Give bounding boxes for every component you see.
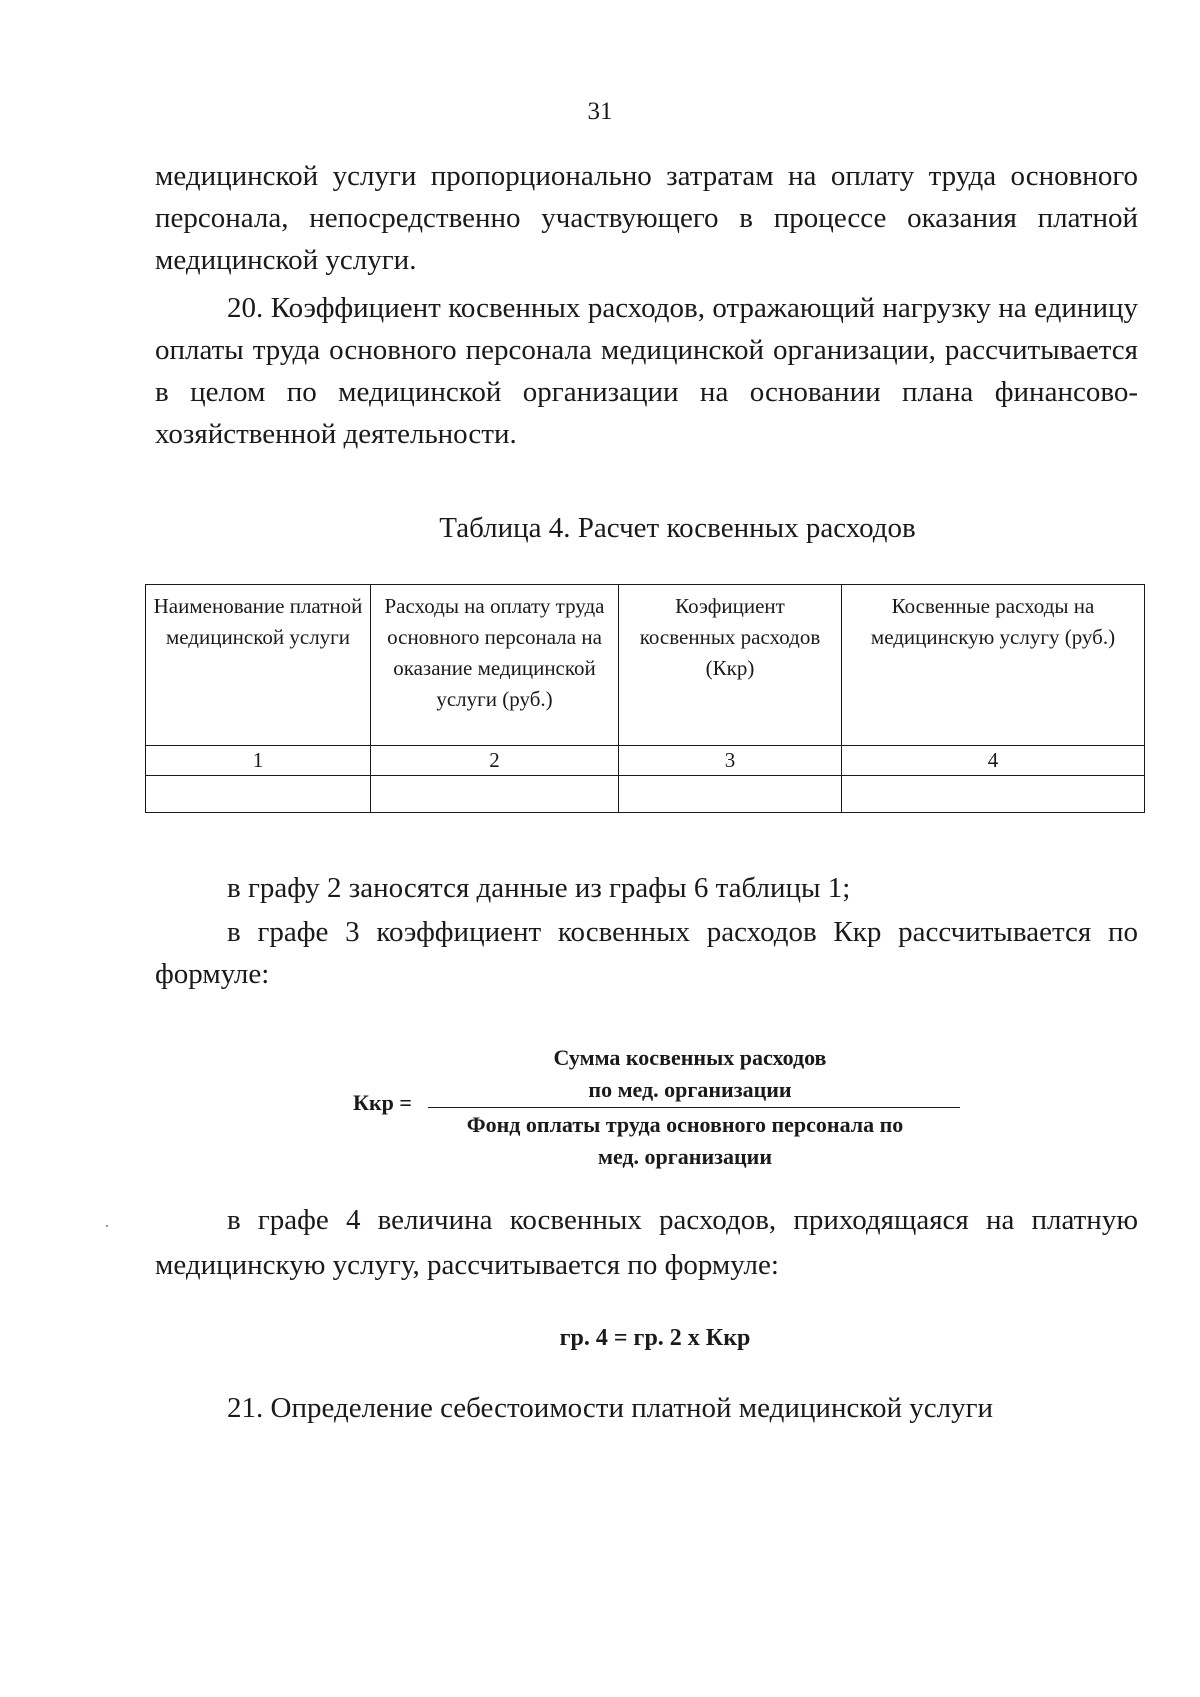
- header-kkr-coefficient: Коэфициент косвенных расходов (Ккр): [619, 585, 842, 746]
- formula-denominator-line: мед. организации: [597, 1144, 773, 1169]
- table-empty-row: [146, 776, 1145, 813]
- paragraph-item-20: 20. Коэффициент косвенных расходов, отражающий нагрузку на единицу оплаты труда основного персонала медицинской организации, рассчитывается в целом по медицинской организации на основании плана финансово-хозяйственной деятельности.: [155, 292, 1138, 450]
- formula-numerator-line: по мед. организации: [588, 1077, 792, 1102]
- formula-kkr-lhs: Ккр =: [353, 1090, 412, 1115]
- formula-denominator-line: Фонд оплаты труда основного персонала по: [466, 1112, 904, 1137]
- paragraph-continuation: медицинской услуги пропорционально затратам на оплату труда основного персонала, непосредственно участвующего в процессе оказания платной медицинской услуги.: [155, 160, 1138, 276]
- header-service-name: Наименование платной медицинской услуги: [146, 585, 371, 746]
- note-column-4: в графе 4 величина косвенных расходов, приходящаяся на платную медицинскую услугу, рассчитывается по формуле:: [155, 1204, 1138, 1281]
- indirect-costs-table: [145, 584, 1145, 813]
- formula-kkr-denominator: [415, 1109, 955, 1173]
- table-cell: [371, 776, 619, 813]
- column-number: 3: [619, 746, 842, 776]
- table-cell: [842, 776, 1145, 813]
- table-column-numbers-row: [146, 746, 1145, 776]
- table-cell: [146, 776, 371, 813]
- formula-kkr: [340, 1042, 960, 1172]
- column-number: 4: [842, 746, 1145, 776]
- header-labor-costs: Расходы на оплату труда основного персонала на оказание медицинской услуги (руб.): [371, 585, 619, 746]
- column-number: 2: [371, 746, 619, 776]
- formula-column-4: гр. 4 = гр. 2 х Ккр: [559, 1325, 751, 1351]
- table-caption: Таблица 4. Расчет косвенных расходов: [439, 512, 916, 544]
- table-cell: [619, 776, 842, 813]
- header-indirect-costs: Косвенные расходы на медицинскую услугу (руб.): [842, 585, 1145, 746]
- fraction-bar: [428, 1107, 960, 1108]
- table-header-row: [146, 585, 1145, 746]
- note-column-3: в графе 3 коэффициент косвенных расходов Ккр рассчитывается по формуле:: [155, 916, 1138, 990]
- page-number: 31: [587, 98, 613, 125]
- section-21-heading: 21. Определение себестоимости платной медицинской услуги: [227, 1392, 993, 1424]
- note-column-2: в графу 2 заносятся данные из графы 6 таблицы 1;: [227, 872, 851, 904]
- formula-numerator-line: Сумма косвенных расходов: [553, 1045, 827, 1070]
- column-number: 1: [146, 746, 371, 776]
- formula-kkr-numerator: [420, 1042, 960, 1106]
- scan-artifact: [106, 1225, 108, 1227]
